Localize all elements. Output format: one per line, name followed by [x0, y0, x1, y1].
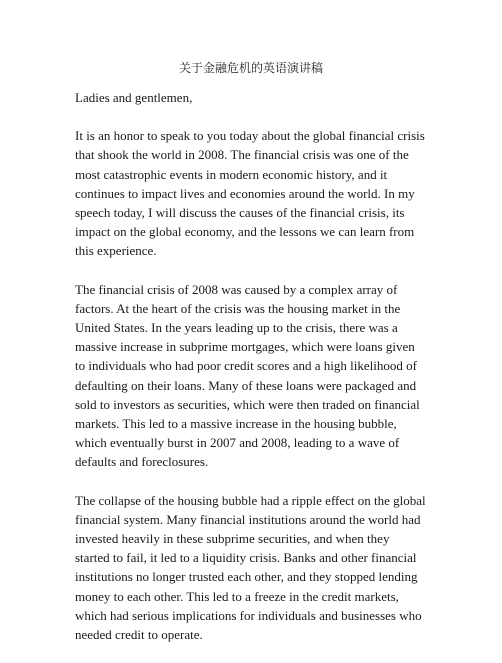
impact-paragraph: The collapse of the housing bubble had a ripple effect on the global financial system. Many financial institutions around the world had invested heavily in these subprime securities, and when they started to fail, it led to a liquidity crisis. Banks and other financial institutions no longer trusted each other, and they stopped lending money to each other. This led to a freeze in the credit markets, which had serious implications for individuals and businesses who needed credit to operate.: [75, 492, 426, 643]
document-title: 关于金融危机的英语演讲稿: [178, 61, 323, 75]
causes-paragraph: The financial crisis of 2008 was caused by a complex array of factors. At the heart of the crisis was the housing market in the United States. In the years leading up to the crisis, there was a massive increase in subprime mortgages, which were loans given to individuals who had poor credit scores and a high likelihood of defaulting on their loans. Many of these loans were packaged and sold to investors as securities, which were then traded on financial markets. This led to a massive increase in the housing bubble, which eventually burst in 2007 and 2008, leading to a wave of defaults and foreclosures.: [75, 281, 420, 470]
document-body: [75, 88, 427, 663]
salutation-paragraph: Ladies and gentlemen,: [75, 90, 193, 105]
intro-paragraph: It is an honor to speak to you today about the global financial crisis that shook the world in 2008. The financial crisis was one of the most catastrophic events in modern economic history, and it continues to impact lives and economies around the world. In my speech today, I will discuss the causes of the financial crisis, its impact on the global economy, and the lessons we can learn from this experience.: [75, 128, 425, 259]
